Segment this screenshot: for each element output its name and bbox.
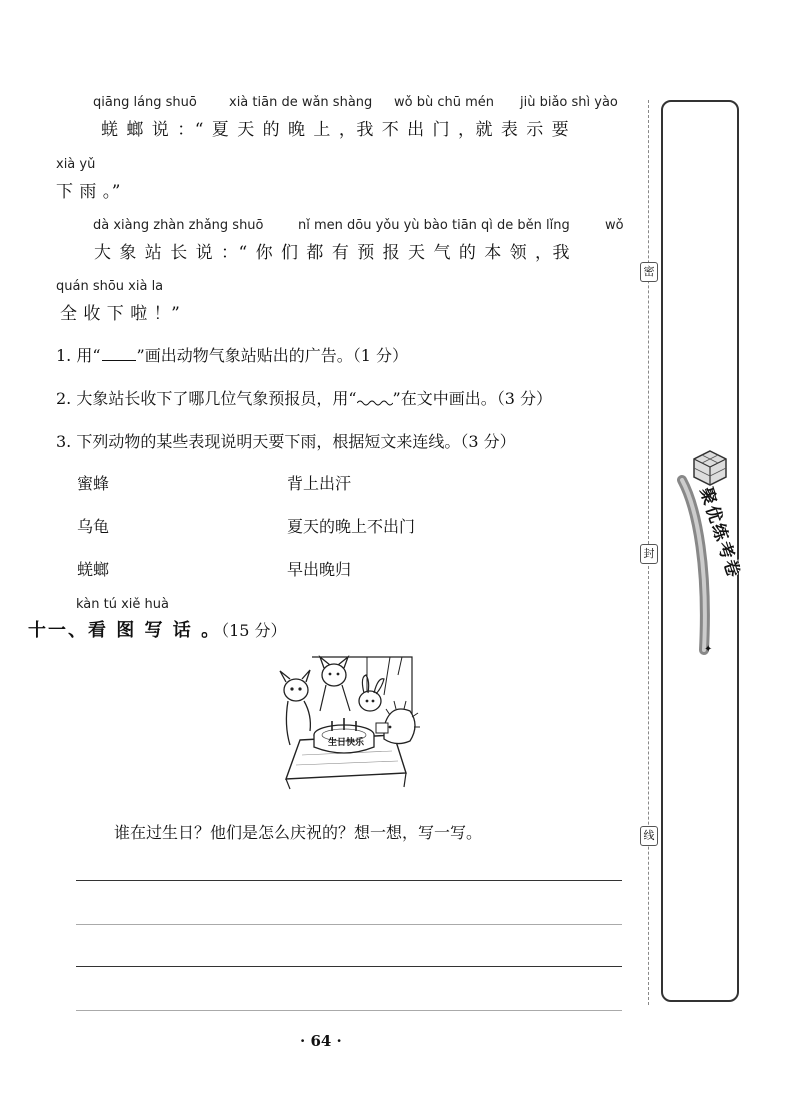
birthday-party-illustration: [272, 655, 420, 790]
pinyin-1a: qiāng láng shuō: [93, 95, 197, 110]
seal-char-xian: 线: [640, 826, 658, 846]
pinyin-1b: xià tiān de wǎn shàng: [229, 95, 373, 110]
sparkle-icon: ✦: [704, 644, 713, 655]
passage-line-3: 大 象 站 长 说 ：“ 你 们 都 有 预 报 天 气 的 本 领 ，我: [94, 243, 571, 263]
pinyin-1c: wǒ bù chū mén: [394, 95, 495, 110]
writing-line-2[interactable]: [76, 924, 622, 925]
passage-line-2: 下 雨 。”: [56, 182, 121, 202]
page-number: · 64 ·: [300, 1032, 342, 1050]
match-behavior-2[interactable]: 夏天的晚上不出门: [287, 517, 416, 536]
underline-sample: [102, 346, 136, 361]
seal-char-mi: 密: [640, 262, 658, 282]
match-animal-3[interactable]: 蜣螂: [77, 560, 110, 579]
question-2: 2. 大象站长收下了哪几位气象预报员，用“ ”在文中画出。（3 分）: [56, 389, 552, 408]
match-animal-2[interactable]: 乌龟: [77, 517, 110, 536]
pinyin-3c: wǒ: [605, 218, 624, 233]
section-11-pinyin: kàn tú xiě huà: [76, 597, 169, 612]
brand-text: 聚优练考卷: [695, 485, 744, 582]
cake-label: 生日快乐: [328, 738, 365, 748]
match-animal-1[interactable]: 蜜蜂: [77, 474, 110, 493]
pinyin-4: quán shōu xià la: [56, 279, 164, 294]
passage-line-4: 全 收 下 啦 ！”: [60, 304, 181, 324]
match-behavior-3[interactable]: 早出晚归: [287, 560, 352, 579]
writing-line-3[interactable]: [76, 966, 622, 967]
writing-line-1[interactable]: [76, 880, 622, 881]
pinyin-1d: jiù biǎo shì yào: [520, 95, 618, 110]
wavy-line-sample: [357, 390, 393, 404]
section-11-heading: 十一、看 图 写 话 。（15 分）: [28, 620, 287, 641]
pinyin-3a: dà xiàng zhàn zhǎng shuō: [93, 218, 264, 233]
question-3: 3. 下列动物的某些表现说明天要下雨，根据短文来连线。（3 分）: [56, 432, 516, 451]
pinyin-2: xià yǔ: [56, 157, 96, 172]
writing-line-4[interactable]: [76, 1010, 622, 1011]
question-1: 1. 用“ ”画出动物气象站贴出的广告。（1 分）: [56, 346, 408, 365]
match-behavior-1[interactable]: 背上出汗: [287, 474, 352, 493]
seal-char-feng: 封: [640, 544, 658, 564]
writing-prompt: 谁在过生日？他们是怎么庆祝的？想一想，写一写。: [114, 823, 483, 842]
passage-line-1: 蜣 螂 说 ：“ 夏 天 的 晚 上 ，我 不 出 门 ，就 表 示 要: [101, 120, 570, 140]
pinyin-3b: nǐ men dōu yǒu yù bào tiān qì de běn lǐng: [298, 218, 570, 233]
